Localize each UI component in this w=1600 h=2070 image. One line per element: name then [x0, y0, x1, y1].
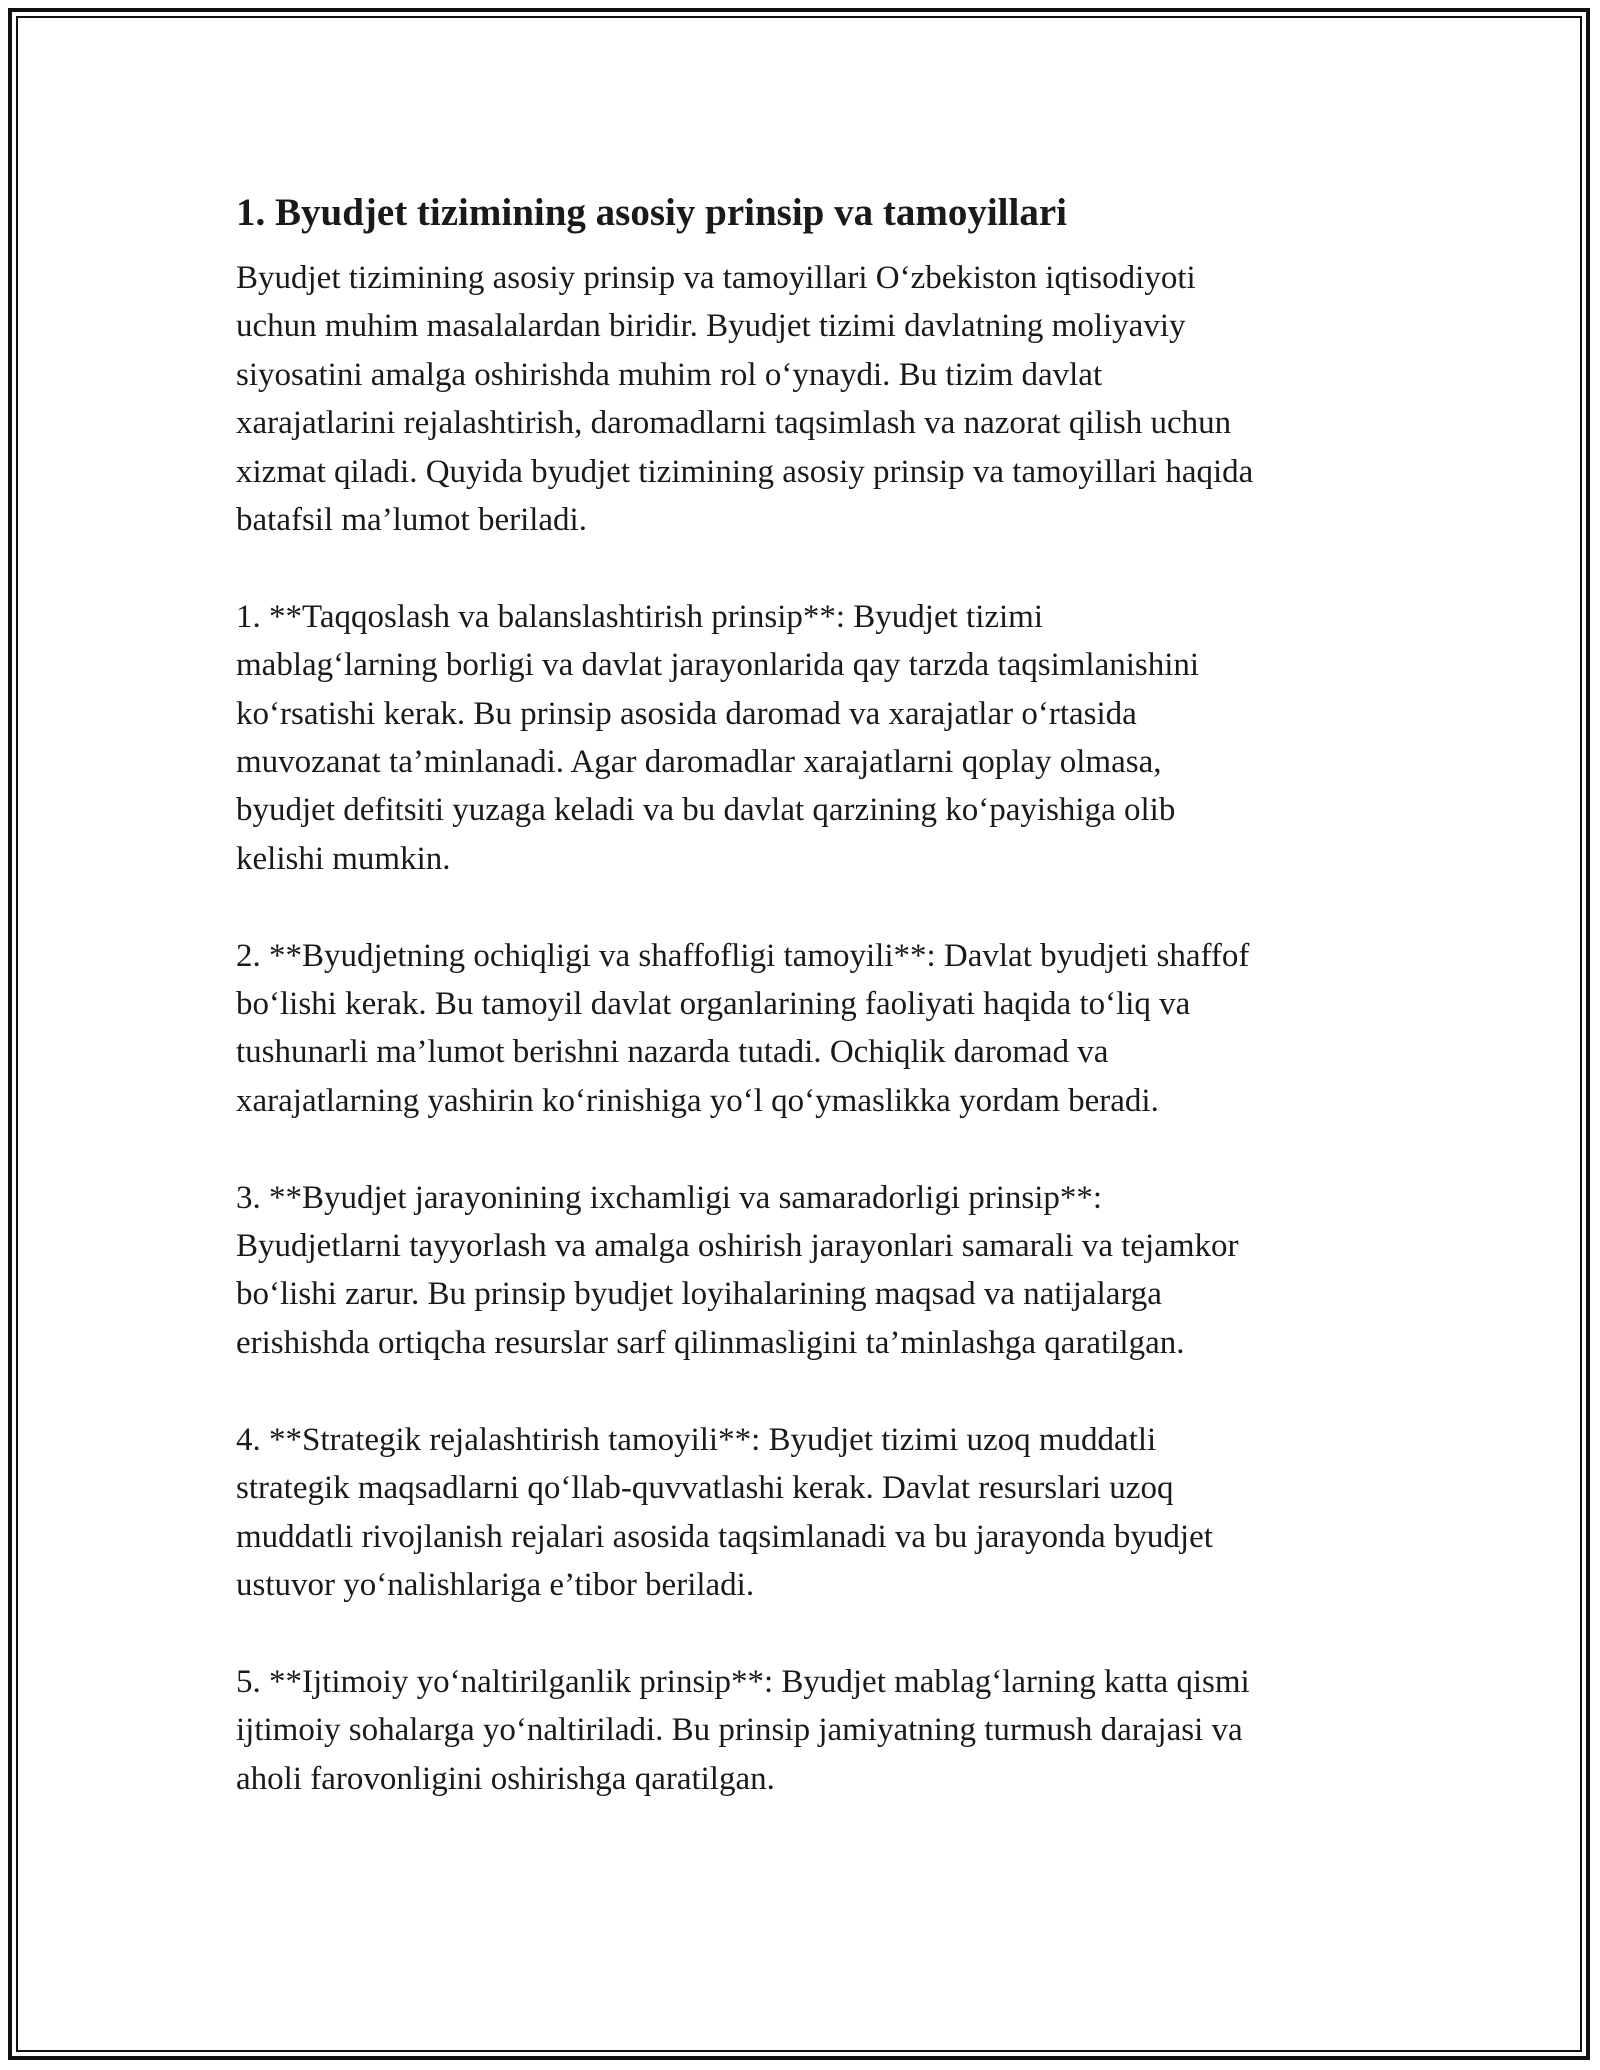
principle-2-paragraph [236, 932, 1376, 1126]
paragraph-line: kelishi mumkin. [236, 840, 451, 877]
document-title: 1. Byudjet tizimining asosiy prinsip va tamoyillari [236, 191, 1067, 234]
paragraph-line: muvozanat ta’minlanadi. Agar daromadlar xarajatlarni qoplay olmasa, [236, 744, 1162, 781]
paragraph-line: byudjet defitsiti yuzaga keladi va bu davlat qarzining ko‘payishiga olib [236, 792, 1176, 829]
paragraph-line: Byudjetlarni tayyorlash va amalga oshirish jarayonlari samarali va tejamkor [236, 1228, 1239, 1265]
paragraph-line: bo‘lishi zarur. Bu prinsip byudjet loyihalarining maqsad va natijalarga [236, 1276, 1162, 1313]
paragraph-line: 4. **Strategik rejalashtirish tamoyili**: Byudjet tizimi uzoq muddatli [236, 1421, 1157, 1458]
paragraph-line: ko‘rsatishi kerak. Bu prinsip asosida daromad va xarajatlar o‘rtasida [236, 695, 1137, 732]
paragraph-line: siyosatini amalga oshirishda muhim rol o‘ynaydi. Bu tizim davlat [236, 356, 1103, 393]
paragraph-line: tushunarli ma’lumot berishni nazarda tutadi. Ochiqlik daromad va [236, 1034, 1109, 1071]
paragraph-line: uchun muhim masalalardan biridir. Byudjet tizimi davlatning moliyaviy [236, 308, 1186, 345]
paragraph-line: muddatli rivojlanish rejalari asosida taqsimlanadi va bu jarayonda byudjet [236, 1518, 1213, 1555]
paragraph-line: ustuvor yo‘nalishlariga e’tibor beriladi. [236, 1566, 755, 1603]
paragraph-line: strategik maqsadlarni qo‘llab-quvvatlashi kerak. Davlat resurslari uzoq [236, 1470, 1174, 1507]
paragraph-line: erishishda ortiqcha resurslar sarf qilinmasligini ta’minlashga qaratilgan. [236, 1324, 1185, 1361]
paragraph-line: 3. **Byudjet jarayonining ixchamligi va samaradorligi prinsip**: [236, 1179, 1103, 1216]
paragraph-line: mablag‘larning borligi va davlat jarayonlarida qay tarzda taqsimlanishini [236, 647, 1200, 684]
principle-5-paragraph [236, 1658, 1376, 1803]
paragraph-line: batafsil ma’lumot beriladi. [236, 502, 587, 539]
principle-3-paragraph [236, 1174, 1376, 1368]
paragraph-line: xarajatlarning yashirin ko‘rinishiga yo‘l qo‘ymaslikka yordam beradi. [236, 1082, 1159, 1119]
paragraph-line: aholi farovonligini oshirishga qaratilgan. [236, 1760, 775, 1797]
paragraph-line: bo‘lishi kerak. Bu tamoyil davlat organlarining faoliyati haqida to‘liq va [236, 986, 1191, 1023]
paragraph-line: 2. **Byudjetning ochiqligi va shaffofligi tamoyili**: Davlat byudjeti shaffof [236, 937, 1250, 974]
paragraph-line: 1. **Taqqoslash va balanslashtirish prinsip**: Byudjet tizimi [236, 598, 1044, 635]
paragraph-line: xarajatlarini rejalashtirish, daromadlarni taqsimlash va nazorat qilish uchun [236, 405, 1232, 442]
paragraph-line: ijtimoiy sohalarga yo‘naltiriladi. Bu prinsip jamiyatning turmush darajasi va [236, 1712, 1243, 1749]
principle-4-paragraph [236, 1416, 1376, 1610]
paragraph-line: 5. **Ijtimoiy yo‘naltirilganlik prinsip**: Byudjet mablag‘larning katta qismi [236, 1663, 1250, 1700]
paragraph-line: xizmat qiladi. Quyida byudjet tizimining asosiy prinsip va tamoyillari haqida [236, 453, 1254, 490]
document-body [236, 184, 1376, 1803]
principle-1-paragraph [236, 593, 1376, 883]
paragraph-line: Byudjet tizimining asosiy prinsip va tamoyillari O‘zbekiston iqtisodiyoti [236, 260, 1196, 296]
intro-paragraph [236, 254, 1376, 544]
